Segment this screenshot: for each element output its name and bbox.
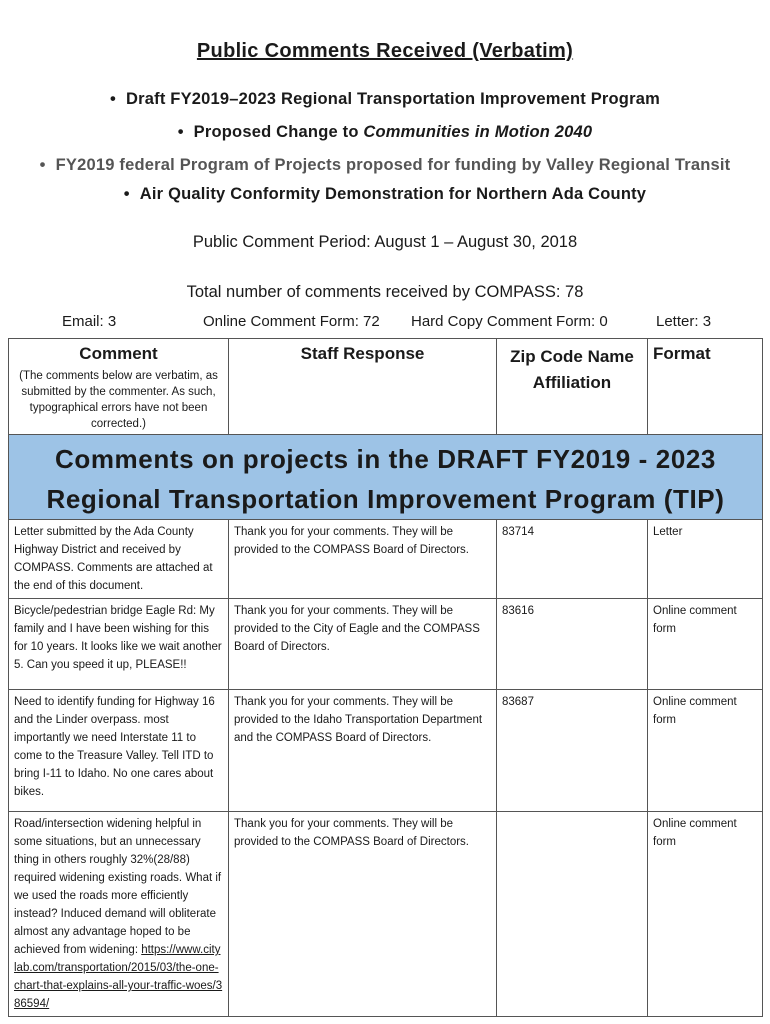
cell-zip: 83687 xyxy=(497,690,648,812)
comment-link[interactable]: https://www.citylab.com/transportation/2015/03/the-one-chart-that-explains-all-your-traffic-woes/386594/ xyxy=(14,944,223,1010)
bullet-text: Proposed Change to xyxy=(193,123,364,141)
table-header-row xyxy=(9,339,763,435)
bullet-icon: • xyxy=(177,123,184,141)
bullet-icon: • xyxy=(110,90,117,108)
column-header-comment xyxy=(9,339,229,435)
cell-format: Online comment form xyxy=(648,812,763,1017)
cell-response: Thank you for your comments. They will be provided to the COMPASS Board of Directors. xyxy=(229,520,497,599)
cell-response: Thank you for your comments. They will be provided to the COMPASS Board of Directors. xyxy=(229,812,497,1017)
count-letter: Letter: 3 xyxy=(656,313,712,330)
cell-format: Letter xyxy=(648,520,763,599)
cell-response: Thank you for your comments. They will be provided to the Idaho Transportation Department and the COMPASS Board of Directors. xyxy=(229,690,497,812)
column-header-staff-response xyxy=(229,339,497,435)
page-title: Public Comments Received (Verbatim) xyxy=(196,40,574,62)
bullet-text: FY2019 federal Program of Projects proposed for funding by Valley Regional Transit xyxy=(55,156,731,174)
bullet-draft-tip xyxy=(0,90,770,109)
comment-period: Public Comment Period: August 1 – August 30, 2018 xyxy=(192,233,578,251)
bullet-text: Air Quality Conformity Demonstration for Northern Ada County xyxy=(139,185,647,203)
comment-text: Road/intersection widening helpful in some situations, but an unnecessary thing in others roughly 32%(28/88) required widening existing roads. What if we used the roads more efficiently instead? Induced demand will obliterate almost any advantage hoped to be achieved from widening: xyxy=(14,818,222,956)
bullet-proposed-change xyxy=(0,123,770,142)
column-title-zip: Zip Code Name Affiliation xyxy=(510,347,634,392)
cell-format: Online comment form xyxy=(648,599,763,690)
cell-response: Thank you for your comments. They will be provided to the City of Eagle and the COMPASS Board of Directors. xyxy=(229,599,497,690)
bullet-icon: • xyxy=(39,156,46,174)
comments-table xyxy=(8,338,763,1017)
table-row xyxy=(9,812,763,1017)
table-row xyxy=(9,520,763,599)
column-title-format: Format xyxy=(653,344,711,363)
cell-zip: 83714 xyxy=(497,520,648,599)
bullet-icon: • xyxy=(123,185,130,203)
cell-comment: Bicycle/pedestrian bridge Eagle Rd: My family and I have been wishing for this for 10 years. It looks like we wait another 5. Can you speed it up, PLEASE!! xyxy=(9,599,229,690)
cell-comment xyxy=(9,812,229,1017)
cell-format: Online comment form xyxy=(648,690,763,812)
bullet-federal-program xyxy=(0,156,770,175)
count-online-form: Online Comment Form: 72 xyxy=(203,313,380,330)
section-band-row xyxy=(9,435,763,520)
table-row xyxy=(9,599,763,690)
section-band-title: Comments on projects in the DRAFT FY2019 - 2023 Regional Transportation Improvement Program (TIP) xyxy=(9,435,763,520)
column-header-zip xyxy=(497,339,648,435)
column-title-comment: Comment xyxy=(79,344,158,363)
total-comments: Total number of comments received by COMPASS: 78 xyxy=(186,283,584,301)
column-header-format xyxy=(648,339,763,435)
bullet-text: Draft FY2019–2023 Regional Transportation Improvement Program xyxy=(126,90,660,108)
bullet-emphasis: Communities in Motion 2040 xyxy=(363,123,593,141)
cell-comment: Letter submitted by the Ada County Highway District and received by COMPASS. Comments are attached at the end of this document. xyxy=(9,520,229,599)
cell-comment: Need to identify funding for Highway 16 and the Linder overpass. most importantly we need Interstate 11 to come to the Treasure Valley. Tell ITD to bring I-11 to Idaho. No one cares about bikes. xyxy=(9,690,229,812)
column-note-verbatim: (The comments below are verbatim, as submitted by the commenter. As such, typographical errors have not been corrected.) xyxy=(19,370,218,430)
column-title-staff-response: Staff Response xyxy=(300,344,425,363)
cell-zip: 83616 xyxy=(497,599,648,690)
cell-zip xyxy=(497,812,648,1017)
count-hard-copy: Hard Copy Comment Form: 0 xyxy=(411,313,608,330)
count-email: Email: 3 xyxy=(62,313,117,330)
table-row xyxy=(9,690,763,812)
bullet-air-quality xyxy=(0,185,770,204)
